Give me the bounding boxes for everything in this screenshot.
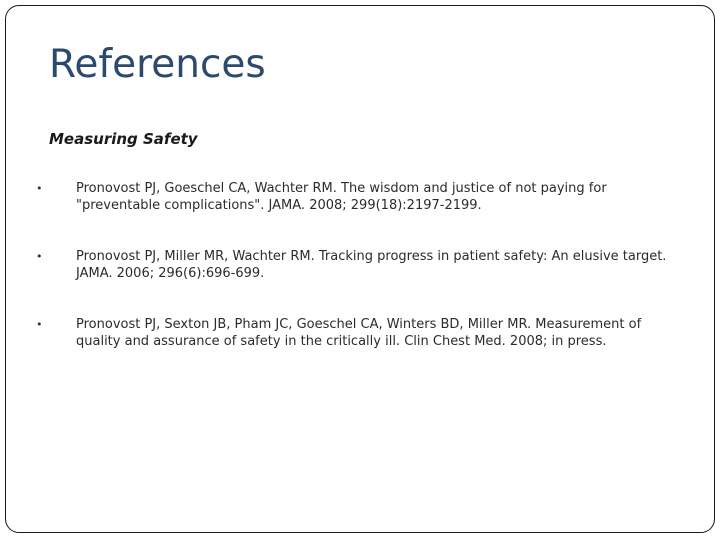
reference-text: Pronovost PJ, Sexton JB, Pham JC, Goeschel CA, Winters BD, Miller MR. Measurement of quality and assurance of safety in the critically ill. Clin Chest Med. 2008; in press. xyxy=(76,317,642,349)
reference-item xyxy=(36,248,686,282)
reference-text: Pronovost PJ, Miller MR, Wachter RM. Tracking progress in patient safety: An elusive target. JAMA. 2006; 296(6):696-699. xyxy=(76,249,667,281)
reference-item xyxy=(36,316,686,350)
reference-item xyxy=(36,180,686,214)
bullet-icon: • xyxy=(36,318,43,331)
reference-list xyxy=(36,180,686,384)
reference-text: Pronovost PJ, Goeschel CA, Wachter RM. The wisdom and justice of not paying for "preventable complications". JAMA. 2008; 299(18):2197-2199. xyxy=(76,181,607,213)
slide-title: References xyxy=(49,42,266,87)
bullet-icon: • xyxy=(36,250,43,263)
slide-frame xyxy=(5,5,715,533)
section-heading: Measuring Safety xyxy=(49,130,198,148)
bullet-icon: • xyxy=(36,182,43,195)
